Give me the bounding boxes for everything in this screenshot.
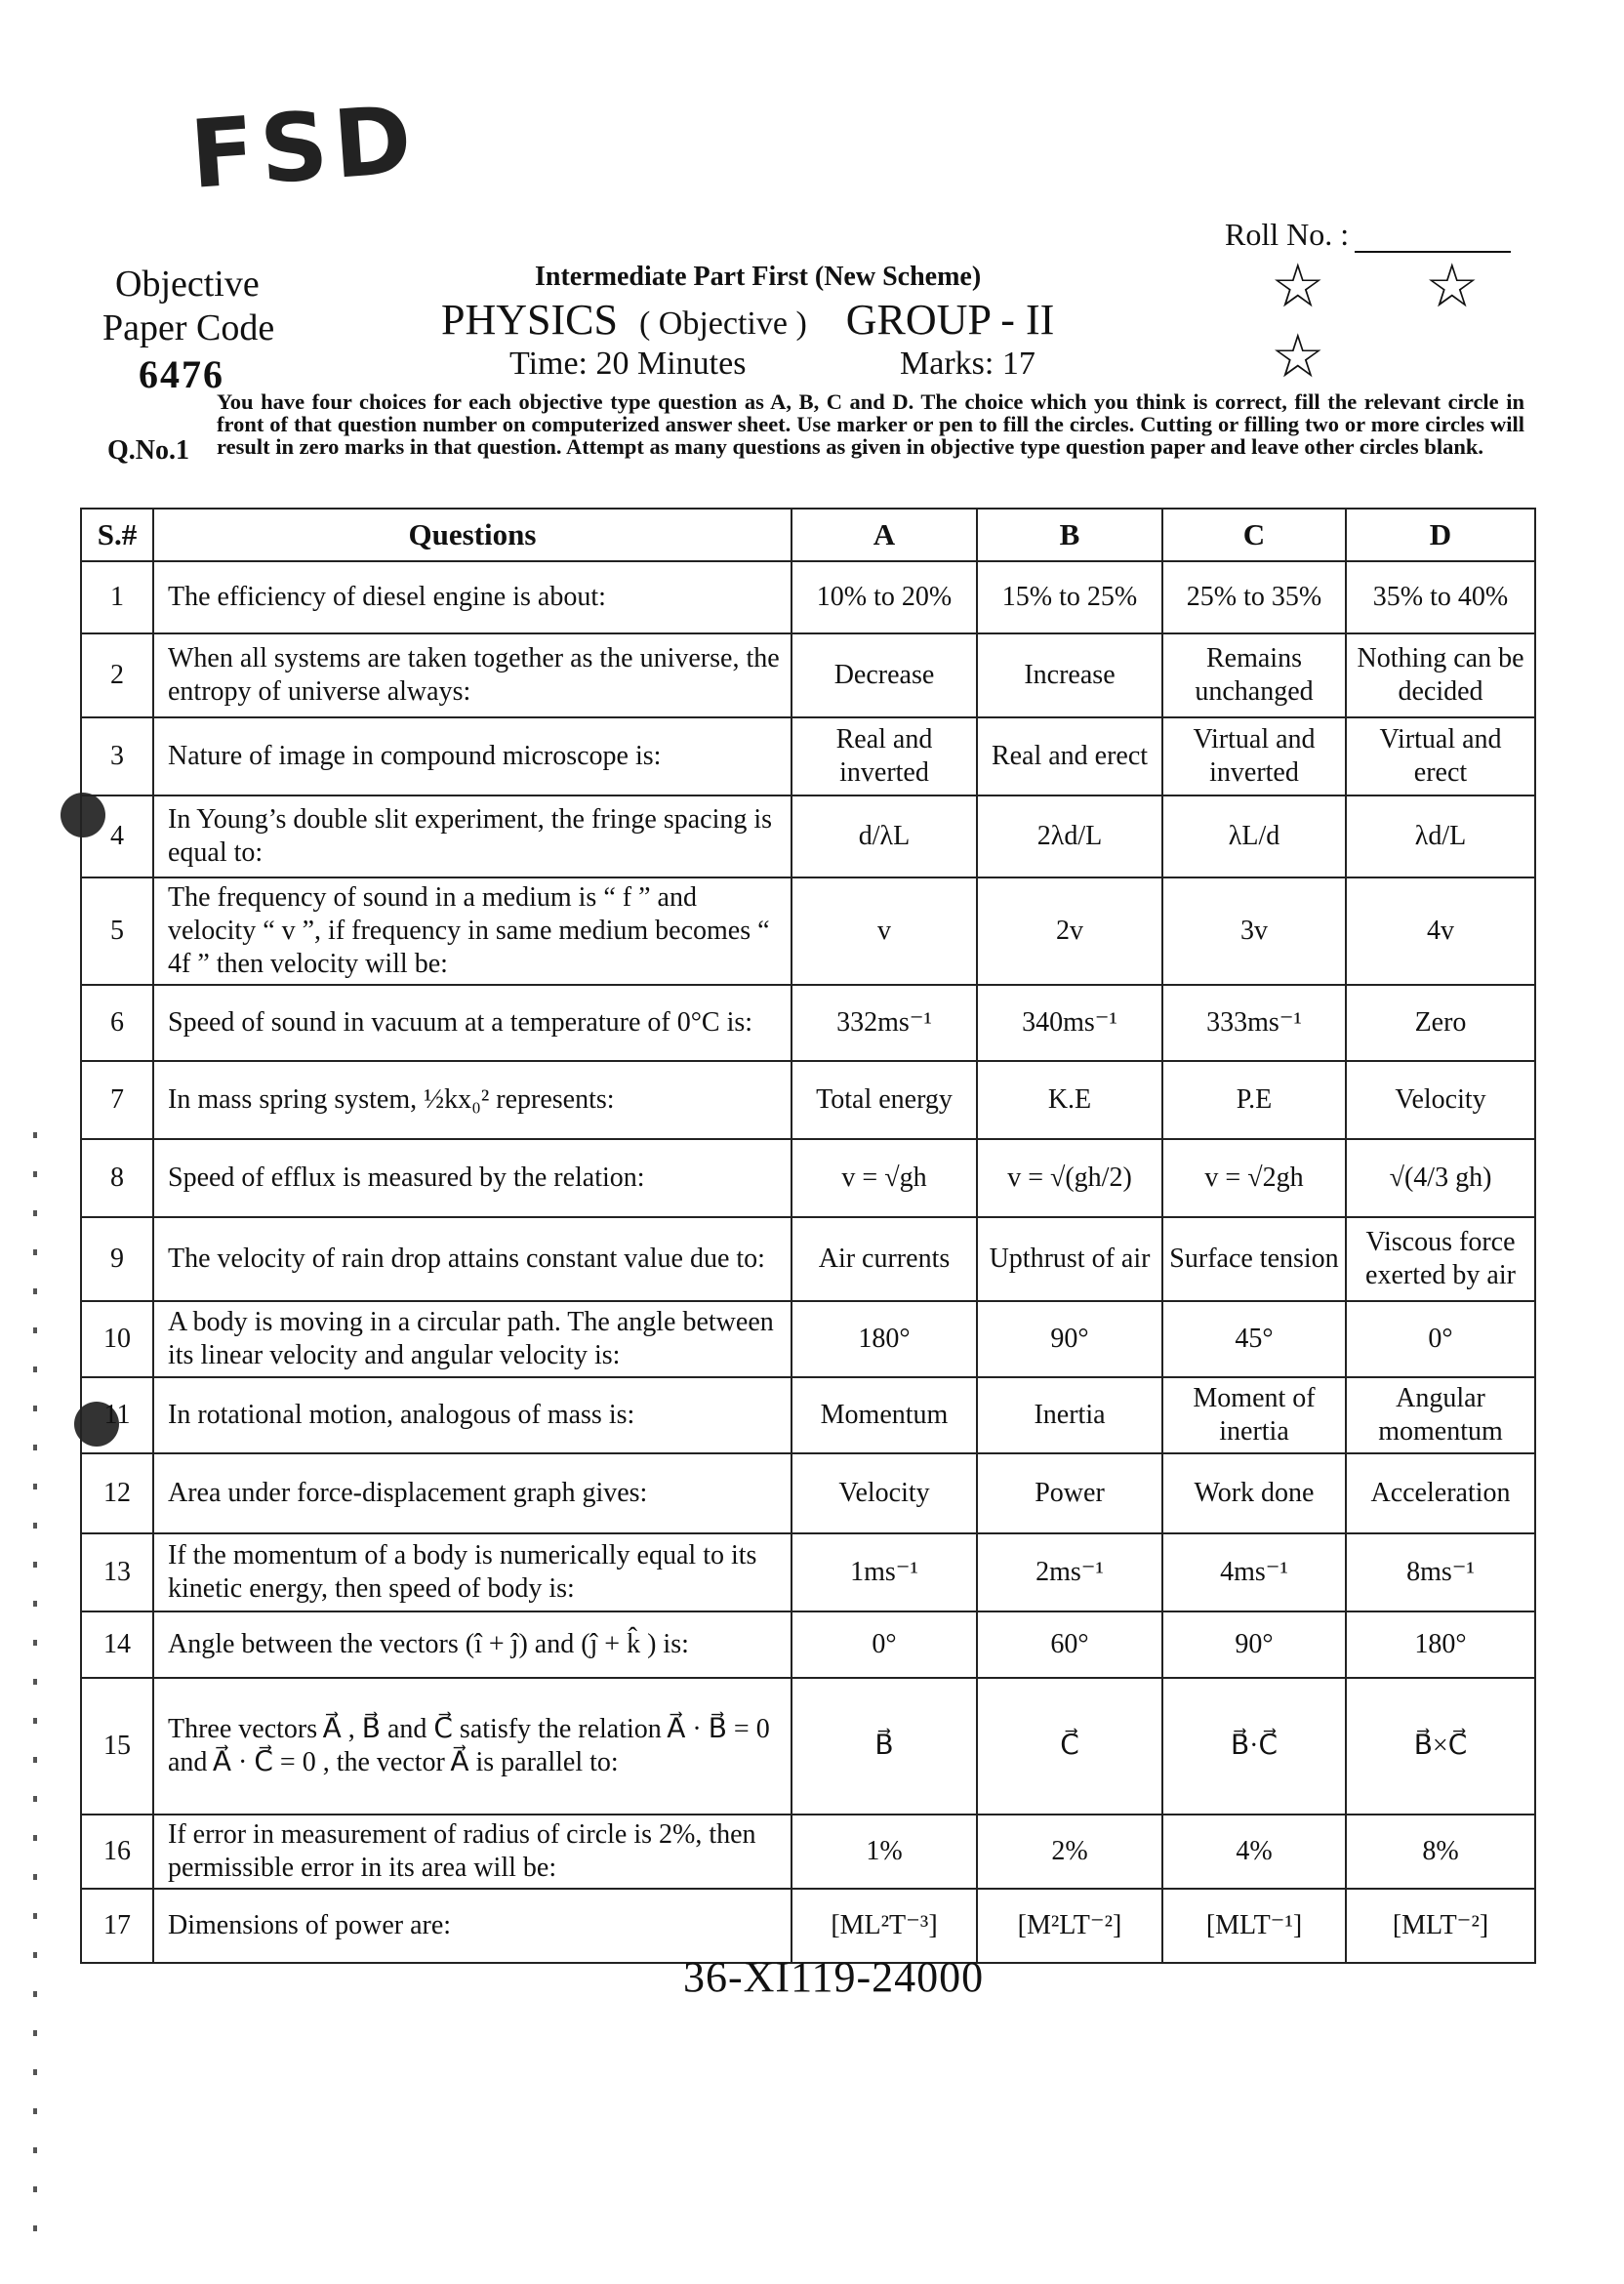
option-a: 332ms⁻¹ [792,985,977,1061]
question-number-cell: 9 [81,1217,153,1301]
option-c: 90° [1162,1611,1346,1678]
option-c: 4% [1162,1815,1346,1889]
option-a: 1ms⁻¹ [792,1533,977,1611]
option-a: 0° [792,1611,977,1678]
question-text: The frequency of sound in a medium is “ f ” and velocity “ v ”, if frequency in same medium becomes “ 4f ” then velocity will be: [153,877,792,985]
option-b: Upthrust of air [977,1217,1162,1301]
option-d: Velocity [1346,1061,1535,1139]
table-header-row [81,509,1535,561]
question-number-cell: 15 [81,1678,153,1815]
option-c: Moment of inertia [1162,1377,1346,1453]
option-b: Increase [977,633,1162,717]
option-d: 8ms⁻¹ [1346,1533,1535,1611]
option-d: Nothing can be decided [1346,633,1535,717]
question-text: If error in measurement of radius of circle is 2%, then permissible error in its area will be: [153,1815,792,1889]
question-text: Angle between the vectors (î + ĵ) and (ĵ + k̂ ) is: [153,1611,792,1678]
question-text: Nature of image in compound microscope is: [153,717,792,795]
question-number-cell: 10 [81,1301,153,1377]
question-text: In rotational motion, analogous of mass is: [153,1377,792,1453]
question-number-cell: 4 [81,795,153,877]
question-row [81,1139,1535,1217]
question-text: When all systems are taken together as the universe, the entropy of universe always: [153,633,792,717]
option-b: 90° [977,1301,1162,1377]
option-b: 2ms⁻¹ [977,1533,1162,1611]
question-row [81,1453,1535,1533]
question-number-cell: 17 [81,1889,153,1963]
option-a: [ML²T⁻³] [792,1889,977,1963]
option-a: v = √gh [792,1139,977,1217]
question-row [81,1217,1535,1301]
question-row [81,1377,1535,1453]
time-allowed: Time: 20 Minutes [509,346,747,382]
option-d: Zero [1346,985,1535,1061]
option-b: K.E [977,1061,1162,1139]
option-c: v = √2gh [1162,1139,1346,1217]
handwritten-label: FSD [186,85,422,210]
option-b: Real and erect [977,717,1162,795]
option-c: Surface tension [1162,1217,1346,1301]
option-c: 333ms⁻¹ [1162,985,1346,1061]
total-marks: Marks: 17 [900,346,1035,382]
question-text: Dimensions of power are: [153,1889,792,1963]
question-text: The velocity of rain drop attains constant value due to: [153,1217,792,1301]
option-d: [MLT⁻²] [1346,1889,1535,1963]
paper-code-label: Paper Code [102,307,275,348]
roll-number-field [1225,217,1511,253]
question-number-cell: 3 [81,717,153,795]
option-c: 45° [1162,1301,1346,1377]
question-number-cell: 8 [81,1139,153,1217]
star-icon: ☆ [1425,250,1480,321]
option-b: 60° [977,1611,1162,1678]
option-a: Air currents [792,1217,977,1301]
question-number-cell: 14 [81,1611,153,1678]
margin-marks [33,1132,37,2235]
option-c: Work done [1162,1453,1346,1533]
option-a: Velocity [792,1453,977,1533]
group-label: GROUP - II [845,296,1055,344]
option-c: 25% to 35% [1162,561,1346,633]
option-b: 2v [977,877,1162,985]
footer-code: 36-XI119-24000 [683,1953,985,2001]
question-row [81,985,1535,1061]
question-number-cell: 5 [81,877,153,985]
question-number-cell: 16 [81,1815,153,1889]
option-b: v = √(gh/2) [977,1139,1162,1217]
option-d: √(4/3 gh) [1346,1139,1535,1217]
column-header-c: C [1162,509,1346,561]
subject-name: PHYSICS [441,296,618,344]
column-header-a: A [792,509,977,561]
question-row [81,717,1535,795]
column-header-d: D [1346,509,1535,561]
question-row [81,795,1535,877]
option-d: 8% [1346,1815,1535,1889]
question-row [81,561,1535,633]
question-row [81,1611,1535,1678]
question-text: If the momentum of a body is numerically equal to its kinetic energy, then speed of body is: [153,1533,792,1611]
option-d: 35% to 40% [1346,561,1535,633]
question-number-cell: 13 [81,1533,153,1611]
question-row [81,1533,1535,1611]
question-number-cell: 2 [81,633,153,717]
option-a: Decrease [792,633,977,717]
option-b: 340ms⁻¹ [977,985,1162,1061]
option-a: 180° [792,1301,977,1377]
option-c: B⃗·C⃗ [1162,1678,1346,1815]
paper-type: ( Objective ) [638,306,807,342]
subject-row [441,295,1054,345]
question-text: Speed of sound in vacuum at a temperature of 0°C is: [153,985,792,1061]
question-number-cell: 12 [81,1453,153,1533]
question-row [81,633,1535,717]
question-row [81,1678,1535,1815]
option-c: Remains unchanged [1162,633,1346,717]
question-row [81,1815,1535,1889]
question-text: A body is moving in a circular path. The angle between its linear velocity and angular velocity is: [153,1301,792,1377]
option-d: 0° [1346,1301,1535,1377]
option-c: 3v [1162,877,1346,985]
option-b: C⃗ [977,1678,1162,1815]
option-a: Total energy [792,1061,977,1139]
question-text: Speed of efflux is measured by the relation: [153,1139,792,1217]
questions-table [80,508,1536,1964]
option-a: B⃗ [792,1678,977,1815]
option-b: 15% to 25% [977,561,1162,633]
option-d: Acceleration [1346,1453,1535,1533]
question-row [81,1061,1535,1139]
objective-label: Objective [115,264,260,305]
option-b: Power [977,1453,1162,1533]
option-c: [MLT⁻¹] [1162,1889,1346,1963]
column-header-questions: Questions [153,509,792,561]
option-a: 1% [792,1815,977,1889]
question-number-cell: 7 [81,1061,153,1139]
option-b: [M²LT⁻²] [977,1889,1162,1963]
star-icon: ☆ [1271,250,1325,321]
option-c: 4ms⁻¹ [1162,1533,1346,1611]
option-d: Angular momentum [1346,1377,1535,1453]
roll-number-label: Roll No. : [1225,217,1350,252]
option-a: 10% to 20% [792,561,977,633]
option-d: λd/L [1346,795,1535,877]
question-number-cell: 11 [81,1377,153,1453]
question-text: Area under force-displacement graph gives: [153,1453,792,1533]
option-d: 4v [1346,877,1535,985]
option-b: 2% [977,1815,1162,1889]
question-number-cell: 6 [81,985,153,1061]
star-icon: ☆ [1271,320,1325,391]
option-a: Real and inverted [792,717,977,795]
option-a: d/λL [792,795,977,877]
paper-code-number: 6476 [139,352,224,396]
question-row [81,1301,1535,1377]
question-text: Three vectors A⃗ , B⃗ and C⃗ satisfy the relation A⃗ · B⃗ = 0 and A⃗ · C⃗ = 0 , the vector A⃗ is parallel to: [153,1678,792,1815]
question-number-cell: 1 [81,561,153,633]
option-d: B⃗×C⃗ [1346,1678,1535,1815]
option-b: 2λd/L [977,795,1162,877]
question-row [81,877,1535,985]
option-a: Momentum [792,1377,977,1453]
option-c: P.E [1162,1061,1346,1139]
question-number: Q.No.1 [107,435,189,466]
option-c: Virtual and inverted [1162,717,1346,795]
option-a: v [792,877,977,985]
column-header-sn: S.# [81,509,153,561]
option-d: 180° [1346,1611,1535,1678]
question-text: In Young’s double slit experiment, the fringe spacing is equal to: [153,795,792,877]
option-c: λL/d [1162,795,1346,877]
question-text: The efficiency of diesel engine is about: [153,561,792,633]
question-text: In mass spring system, ½kx₀² represents: [153,1061,792,1139]
option-b: Inertia [977,1377,1162,1453]
instructions: You have four choices for each objective type question as A, B, C and D. The choice which you think is correct, fill the relevant circle in front of that question number on computerized answer sheet. Use marker or pen to fill the circles. Cutting or filling two or more circles will result in zero marks in that question. Attempt as many questions as given in objective type question paper and leave other circles blank. [217,389,1524,459]
option-d: Virtual and erect [1346,717,1535,795]
option-d: Viscous force exerted by air [1346,1217,1535,1301]
column-header-b: B [977,509,1162,561]
exam-title: Intermediate Part First (New Scheme) [535,262,982,292]
